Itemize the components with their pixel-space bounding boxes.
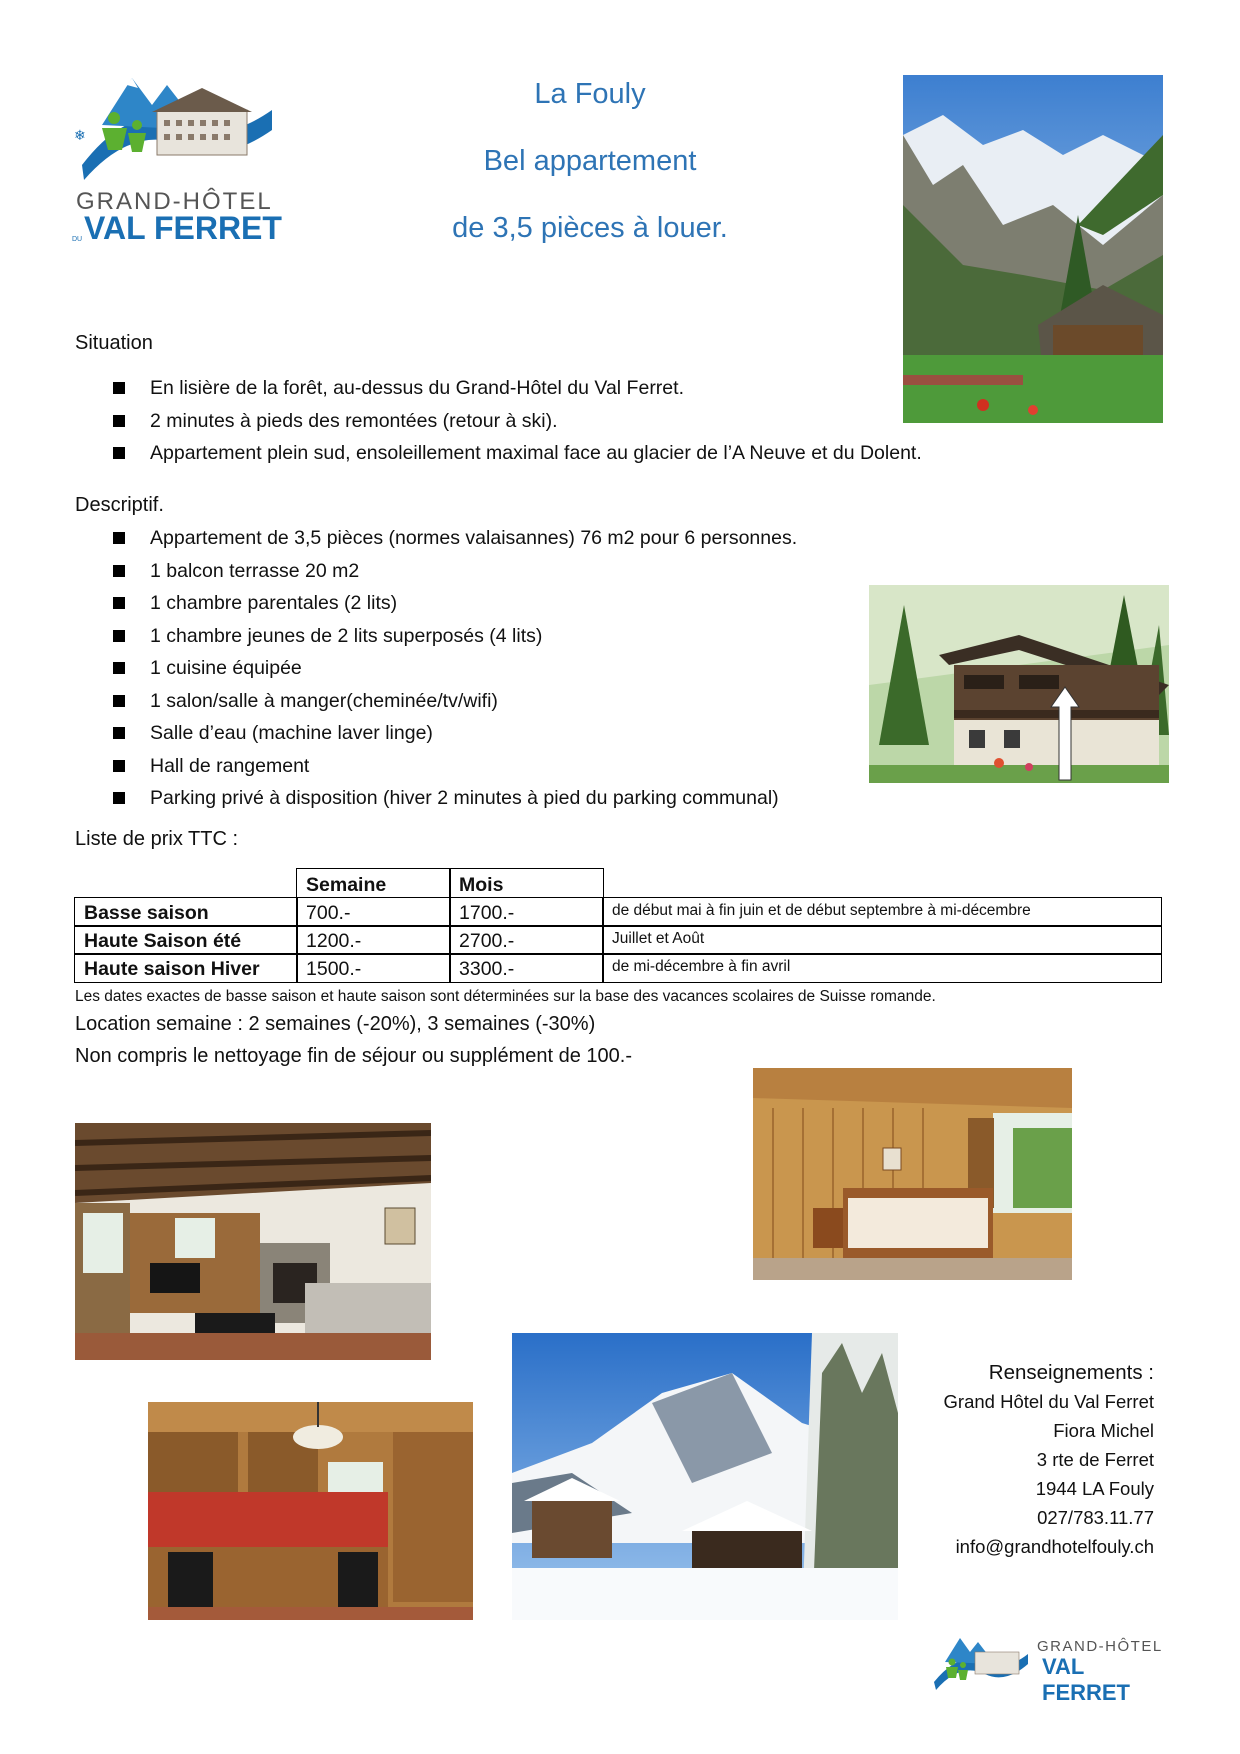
contact-heading: Renseignements : <box>988 1361 1154 1384</box>
list-item: 1 chambre jeunes de 2 lits superposés (4 lits) <box>113 620 797 653</box>
prices-heading: Liste de prix TTC : <box>75 828 239 850</box>
winter-landscape-photo <box>512 1333 898 1620</box>
bullet-square-icon <box>113 532 125 544</box>
col-header-week: Semaine <box>296 868 451 897</box>
list-item: 2 minutes à pieds des remontées (retour à ski). <box>113 405 922 438</box>
title-apartment: Bel appartement <box>483 145 697 177</box>
bullet-square-icon <box>113 727 125 739</box>
contact-person: Fiora Michel <box>1053 1420 1154 1441</box>
bedroom-photo <box>753 1068 1072 1280</box>
bullet-square-icon <box>113 760 125 772</box>
table-row-month: 2700.- <box>449 925 604 955</box>
table-row-month: 1700.- <box>449 897 604 927</box>
list-item: En lisière de la forêt, au-dessus du Grand-Hôtel du Val Ferret. <box>113 372 922 405</box>
bullet-square-icon <box>113 695 125 707</box>
list-item: Hall de rangement <box>113 750 797 783</box>
list-item: 1 cuisine équipée <box>113 652 797 685</box>
bullet-square-icon <box>113 565 125 577</box>
contact-phone: 027/783.11.77 <box>1037 1507 1154 1528</box>
kitchen-photo <box>148 1402 473 1620</box>
list-item: Parking privé à disposition (hiver 2 minutes à pied du parking communal) <box>113 782 797 815</box>
hotel-logo-footer <box>930 1632 1170 1705</box>
list-item: 1 chambre parentales (2 lits) <box>113 587 797 620</box>
list-item: Appartement plein sud, ensoleillement maximal face au glacier de l’A Neuve et du Dolent. <box>113 437 922 470</box>
bullet-square-icon <box>113 447 125 459</box>
table-row-week: 1500.- <box>296 953 451 983</box>
table-row-season: Haute Saison été <box>74 925 298 955</box>
contact-email[interactable]: info@grandhotelfouly.ch <box>955 1536 1154 1557</box>
table-row-month: 3300.- <box>449 953 604 983</box>
contact-street: 3 rte de Ferret <box>1036 1449 1154 1470</box>
season-dates-note: Les dates exactes de basse saison et haute saison sont déterminées sur la base des vacances scolaires de Suisse romande. <box>75 988 936 1005</box>
cleaning-fee-text: Non compris le nettoyage fin de séjour ou supplément de 100.- <box>75 1045 633 1067</box>
logo-footer-line2: VAL FERRET <box>1042 1654 1130 1705</box>
table-row-season: Haute saison Hiver <box>74 953 298 983</box>
bullet-square-icon <box>113 792 125 804</box>
logo-du: DU <box>72 236 83 243</box>
bullet-square-icon <box>113 415 125 427</box>
chalet-photo <box>869 585 1169 783</box>
table-row-period: Juillet et Août <box>602 925 1162 955</box>
table-row-week: 700.- <box>296 897 451 927</box>
svg-text:❄: ❄ <box>74 128 86 144</box>
situation-heading: Situation <box>75 332 153 354</box>
list-item: Appartement de 3,5 pièces (normes valaisannes) 76 m2 pour 6 personnes. <box>113 522 797 555</box>
list-item: Salle d’eau (machine laver linge) <box>113 717 797 750</box>
logo-footer-line1: GRAND-HÔTEL <box>1037 1638 1163 1655</box>
bullet-square-icon <box>113 630 125 642</box>
mountain-valley-photo <box>903 75 1163 423</box>
descriptif-heading: Descriptif. <box>75 494 164 516</box>
price-table <box>74 868 1162 985</box>
weekly-discount-text: Location semaine : 2 semaines (-20%), 3 semaines (-30%) <box>75 1013 596 1035</box>
col-header-month: Mois <box>449 868 604 897</box>
descriptif-list <box>113 522 797 815</box>
logo-line2: VAL FERRET <box>84 210 282 246</box>
contact-hotel-name: Grand Hôtel du Val Ferret <box>943 1391 1154 1412</box>
situation-list <box>113 372 922 470</box>
contact-block <box>944 1358 1154 1561</box>
table-row-season: Basse saison <box>74 897 298 927</box>
hotel-logo-graphic <box>72 70 282 190</box>
table-row-period: de mi-décembre à fin avril <box>602 953 1162 983</box>
title-rooms: de 3,5 pièces à louer. <box>452 212 728 244</box>
bullet-square-icon <box>113 382 125 394</box>
contact-city: 1944 LA Fouly <box>1035 1478 1154 1499</box>
living-room-photo <box>75 1123 431 1360</box>
table-row-period: de début mai à fin juin et de début septembre à mi-décembre <box>602 897 1162 927</box>
logo-line1: GRAND-HÔTEL <box>76 188 273 215</box>
list-item: 1 salon/salle à manger(cheminée/tv/wifi) <box>113 685 797 718</box>
bullet-square-icon <box>113 597 125 609</box>
hotel-logo <box>72 70 282 250</box>
hotel-logo-footer-graphic <box>930 1632 1030 1694</box>
bullet-square-icon <box>113 662 125 674</box>
list-item: 1 balcon terrasse 20 m2 <box>113 555 797 588</box>
table-row-week: 1200.- <box>296 925 451 955</box>
title-location: La Fouly <box>534 78 646 110</box>
